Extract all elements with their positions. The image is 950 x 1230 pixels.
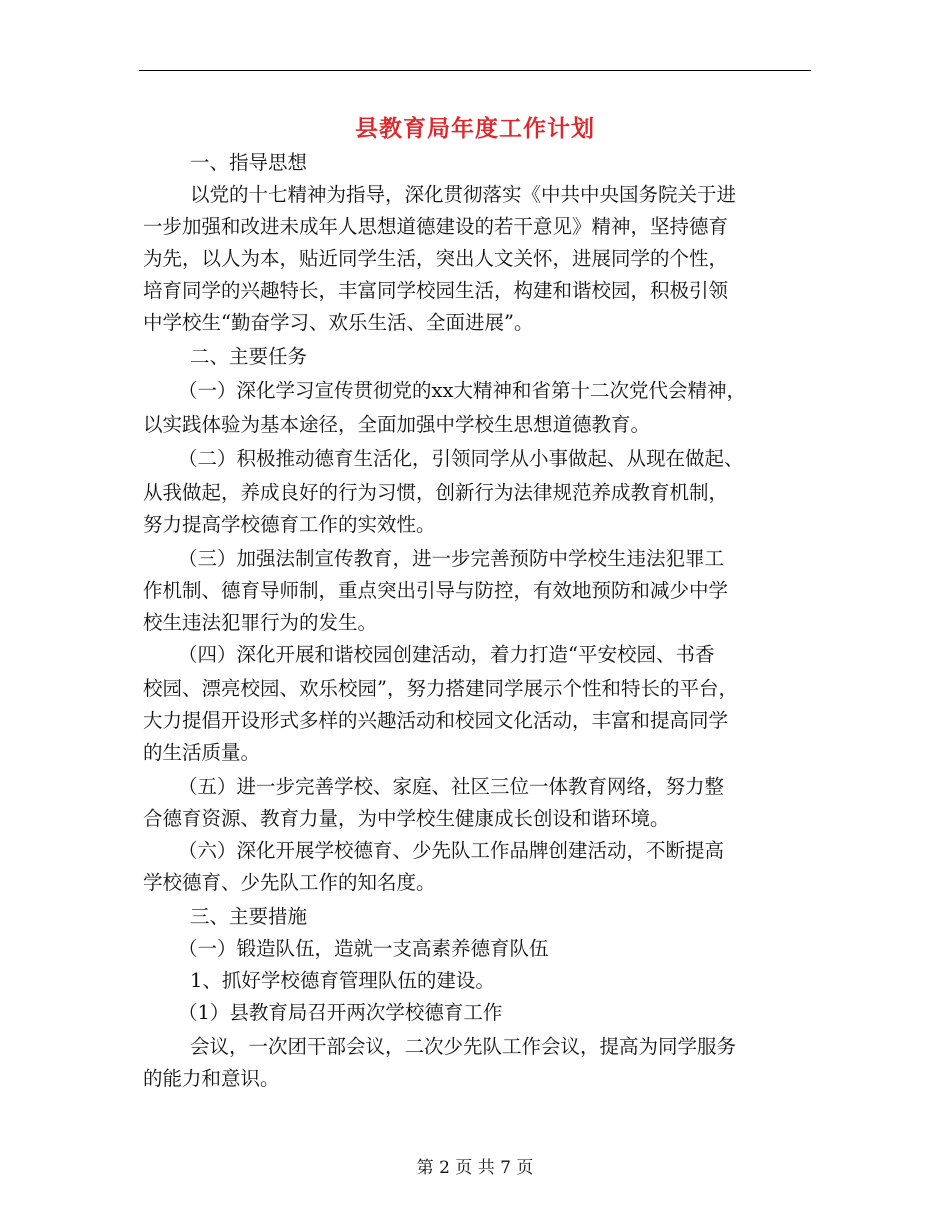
- paragraph-line: 校生违法犯罪行为的发生。: [143, 611, 378, 634]
- paragraph-line: 的生活质量。: [143, 741, 261, 764]
- paragraph-line: 培育同学的兴趣特长，丰富同学校园生活，构建和谐校园，积极引领: [143, 279, 729, 302]
- paragraph-line: 以实践体验为基本途径，全面加强中学校生思想道德教育。: [143, 413, 651, 436]
- paragraph-line: 大力提倡开设形式多样的兴趣活动和校园文化活动，丰富和提高同学: [143, 709, 729, 732]
- paragraph-line: 从我做起，养成良好的行为习惯，创新行为法律规范养成教育机制，: [143, 481, 729, 504]
- paragraph-line: 努力提高学校德育工作的实效性。: [143, 513, 436, 536]
- paragraph-line: （三）加强法制宣传教育，进一步完善预防中学校生违法犯罪工: [178, 547, 725, 570]
- section-heading: 一、指导思想: [190, 151, 308, 174]
- document-title: 县教育局年度工作计划: [355, 115, 595, 142]
- paragraph-line: （四）深化开展和谐校园创建活动，着力打造“平安校园、书香: [178, 643, 715, 666]
- paragraph-line: 校园、漂亮校园、欢乐校园”，努力搭建同学展示个性和特长的平台，: [143, 677, 738, 700]
- header-rule: [139, 70, 811, 71]
- paragraph-line: 会议，一次团干部会议，二次少先队工作会议，提高为同学服务: [190, 1035, 737, 1058]
- page-number: 第 2 页 共 7 页: [416, 1158, 534, 1178]
- paragraph-line: 中学校生“勤奋学习、欢乐生活、全面进展”。: [143, 311, 534, 334]
- paragraph-line: （1）县教育局召开两次学校德育工作: [178, 1001, 503, 1024]
- paragraph-line: （六）深化开展学校德育、少先队工作品牌创建活动，不断提高: [178, 839, 725, 862]
- paragraph-line: 一步加强和改进未成年人思想道德建设的若干意见》精神，坚持德育: [143, 215, 729, 238]
- paragraph-line: （二）积极推动德育生活化，引领同学从小事做起、从现在做起、: [178, 447, 744, 470]
- paragraph-line: 为先，以人为本，贴近同学生活，突出人文关怀，进展同学的个性，: [143, 247, 729, 270]
- paragraph-line: 的能力和意识。: [143, 1067, 280, 1090]
- paragraph-line: 作机制、德育导师制，重点突出引导与防控，有效地预防和减少中学: [143, 579, 729, 602]
- paragraph-line: 以党的十七精神为指导，深化贯彻落实《中共中央国务院关于进: [190, 183, 737, 206]
- section-heading: 三、主要措施: [190, 905, 308, 928]
- section-heading: 二、主要任务: [190, 345, 308, 368]
- paragraph-line: 合德育资源、教育力量，为中学校生健康成长创设和谐环境。: [143, 807, 670, 830]
- paragraph-line: 学校德育、少先队工作的知名度。: [143, 871, 436, 894]
- subsection-heading: （一）锻造队伍，造就一支高素养德育队伍: [178, 937, 549, 960]
- paragraph-line: （一）深化学习宣传贯彻党的xx大精神和省第十二次党代会精神，: [178, 379, 746, 402]
- item-heading: 1、抓好学校德育管理队伍的建设。: [190, 969, 495, 992]
- paragraph-line: （五）进一步完善学校、家庭、社区三位一体教育网络，努力整: [178, 775, 725, 798]
